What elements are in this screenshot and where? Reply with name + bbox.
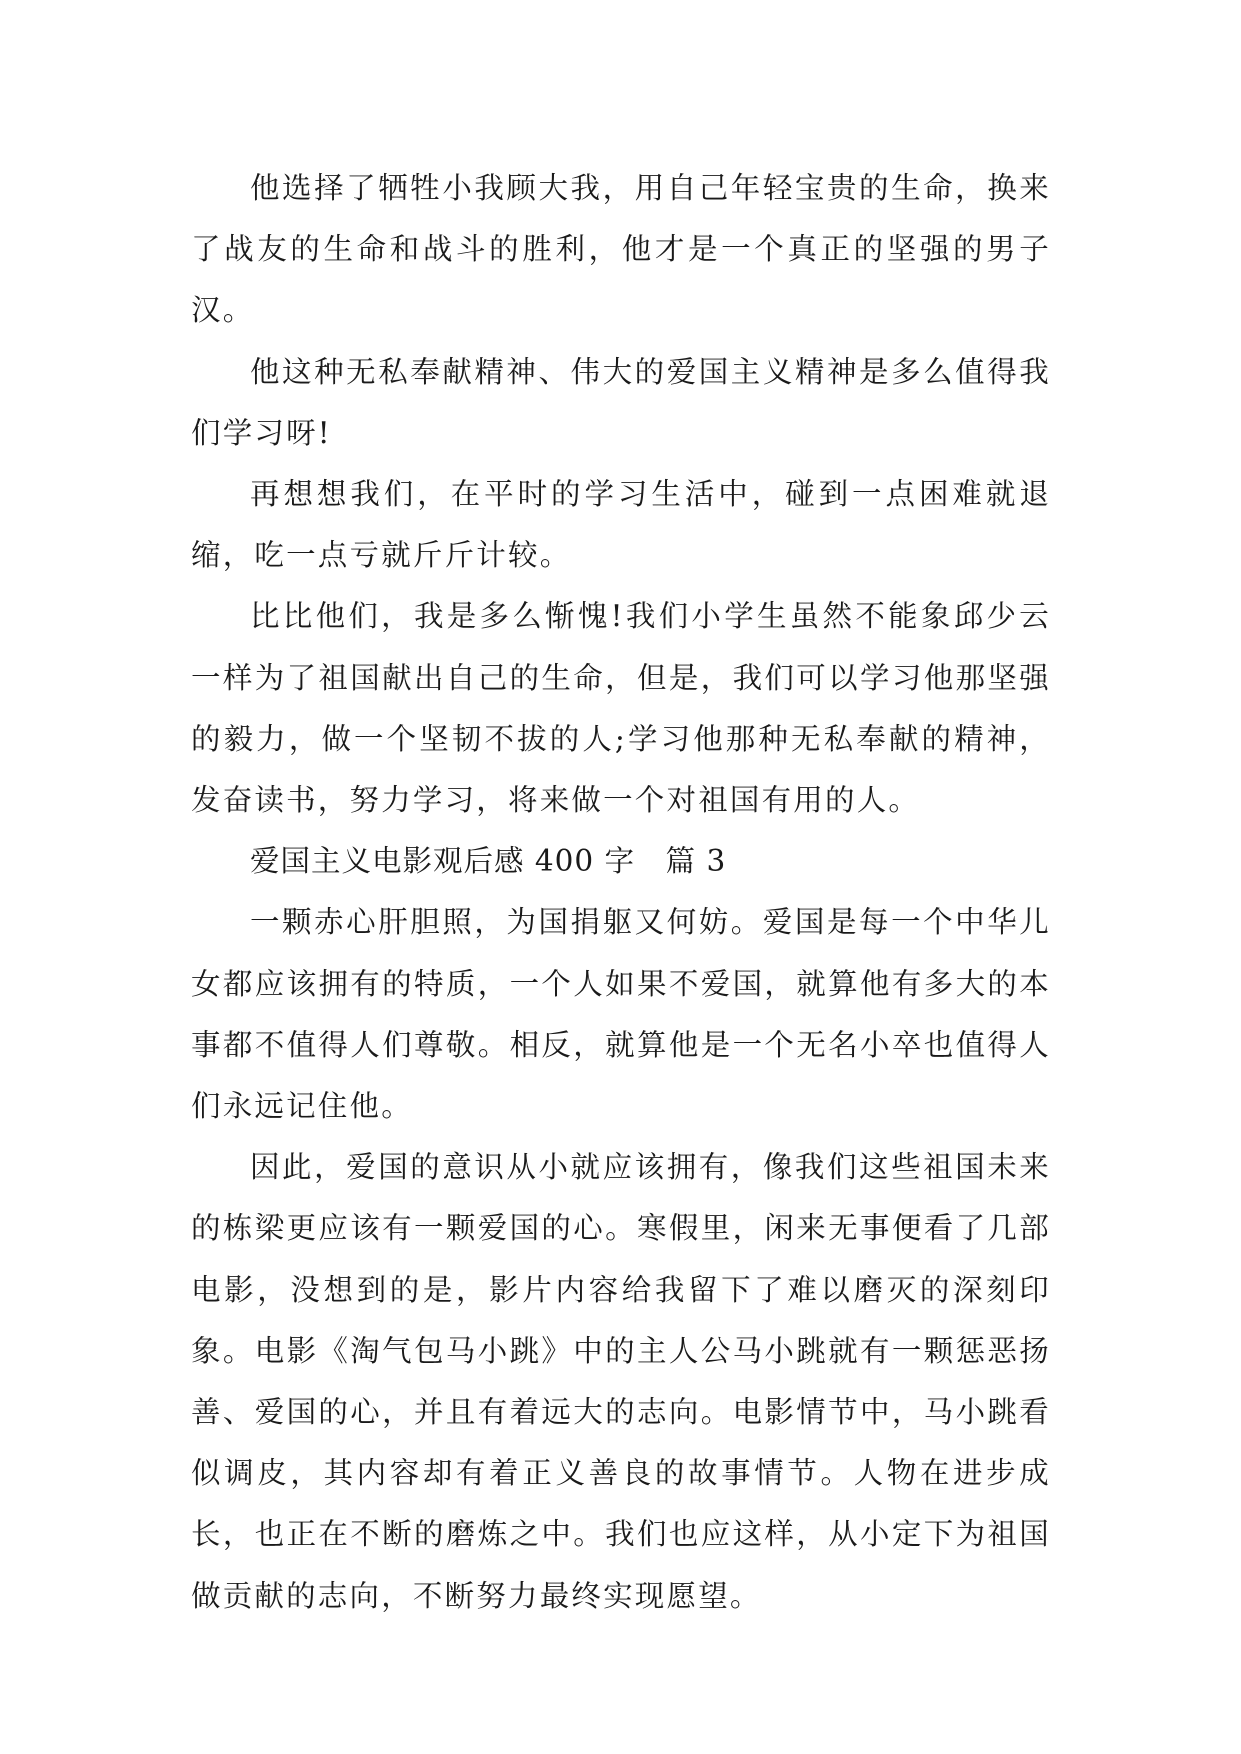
paragraph-loyal-heart: 一颗赤心肝胆照，为国捐躯又何妨。爱国是每一个中华儿女都应该拥有的特质，一个人如果不爱国，就算他有多大的本事都不值得人们尊敬。相反，就算他是一个无名小卒也值得人们永远记住他。 — [191, 905, 1051, 1124]
paragraph-sacrifice: 他选择了牺牲小我顾大我，用自己年轻宝贵的生命，换来了战友的生命和战斗的胜利，他才是一个真正的坚强的男子汉。 — [191, 171, 1051, 328]
paragraph-reflection: 再想想我们，在平时的学习生活中，碰到一点困难就退缩，吃一点亏就斤斤计较。 — [191, 477, 1051, 573]
section-heading: 爱国主义电影观后感 400 字 篇 3 — [250, 844, 727, 879]
paragraph-selfless-spirit: 他这种无私奉献精神、伟大的爱国主义精神是多么值得我们学习呀! — [191, 354, 1051, 450]
document-body — [191, 158, 1051, 1627]
paragraph-movie-review: 因此，爱国的意识从小就应该拥有，像我们这些祖国未来的栋梁更应该有一颗爱国的心。寒假里，闲来无事便看了几部电影，没想到的是，影片内容给我留下了难以磨灭的深刻印象。电影《淘气包马小跳》中的主人公马小跳就有一颗惩恶扬善、爱国的心，并且有着远大的志向。电影情节中，马小跳看似调皮，其内容却有着正义善良的故事情节。人物在进步成长，也正在不断的磨炼之中。我们也应这样，从小定下为祖国做贡献的志向，不断努力最终实现愿望。 — [191, 1150, 1051, 1613]
paragraph-comparison: 比比他们，我是多么惭愧!我们小学生虽然不能象邱少云一样为了祖国献出自己的生命，但是，我们可以学习他那坚强的毅力，做一个坚韧不拔的人;学习他那种无私奉献的精神，发奋读书，努力学习，将来做一个对祖国有用的人。 — [191, 599, 1051, 818]
